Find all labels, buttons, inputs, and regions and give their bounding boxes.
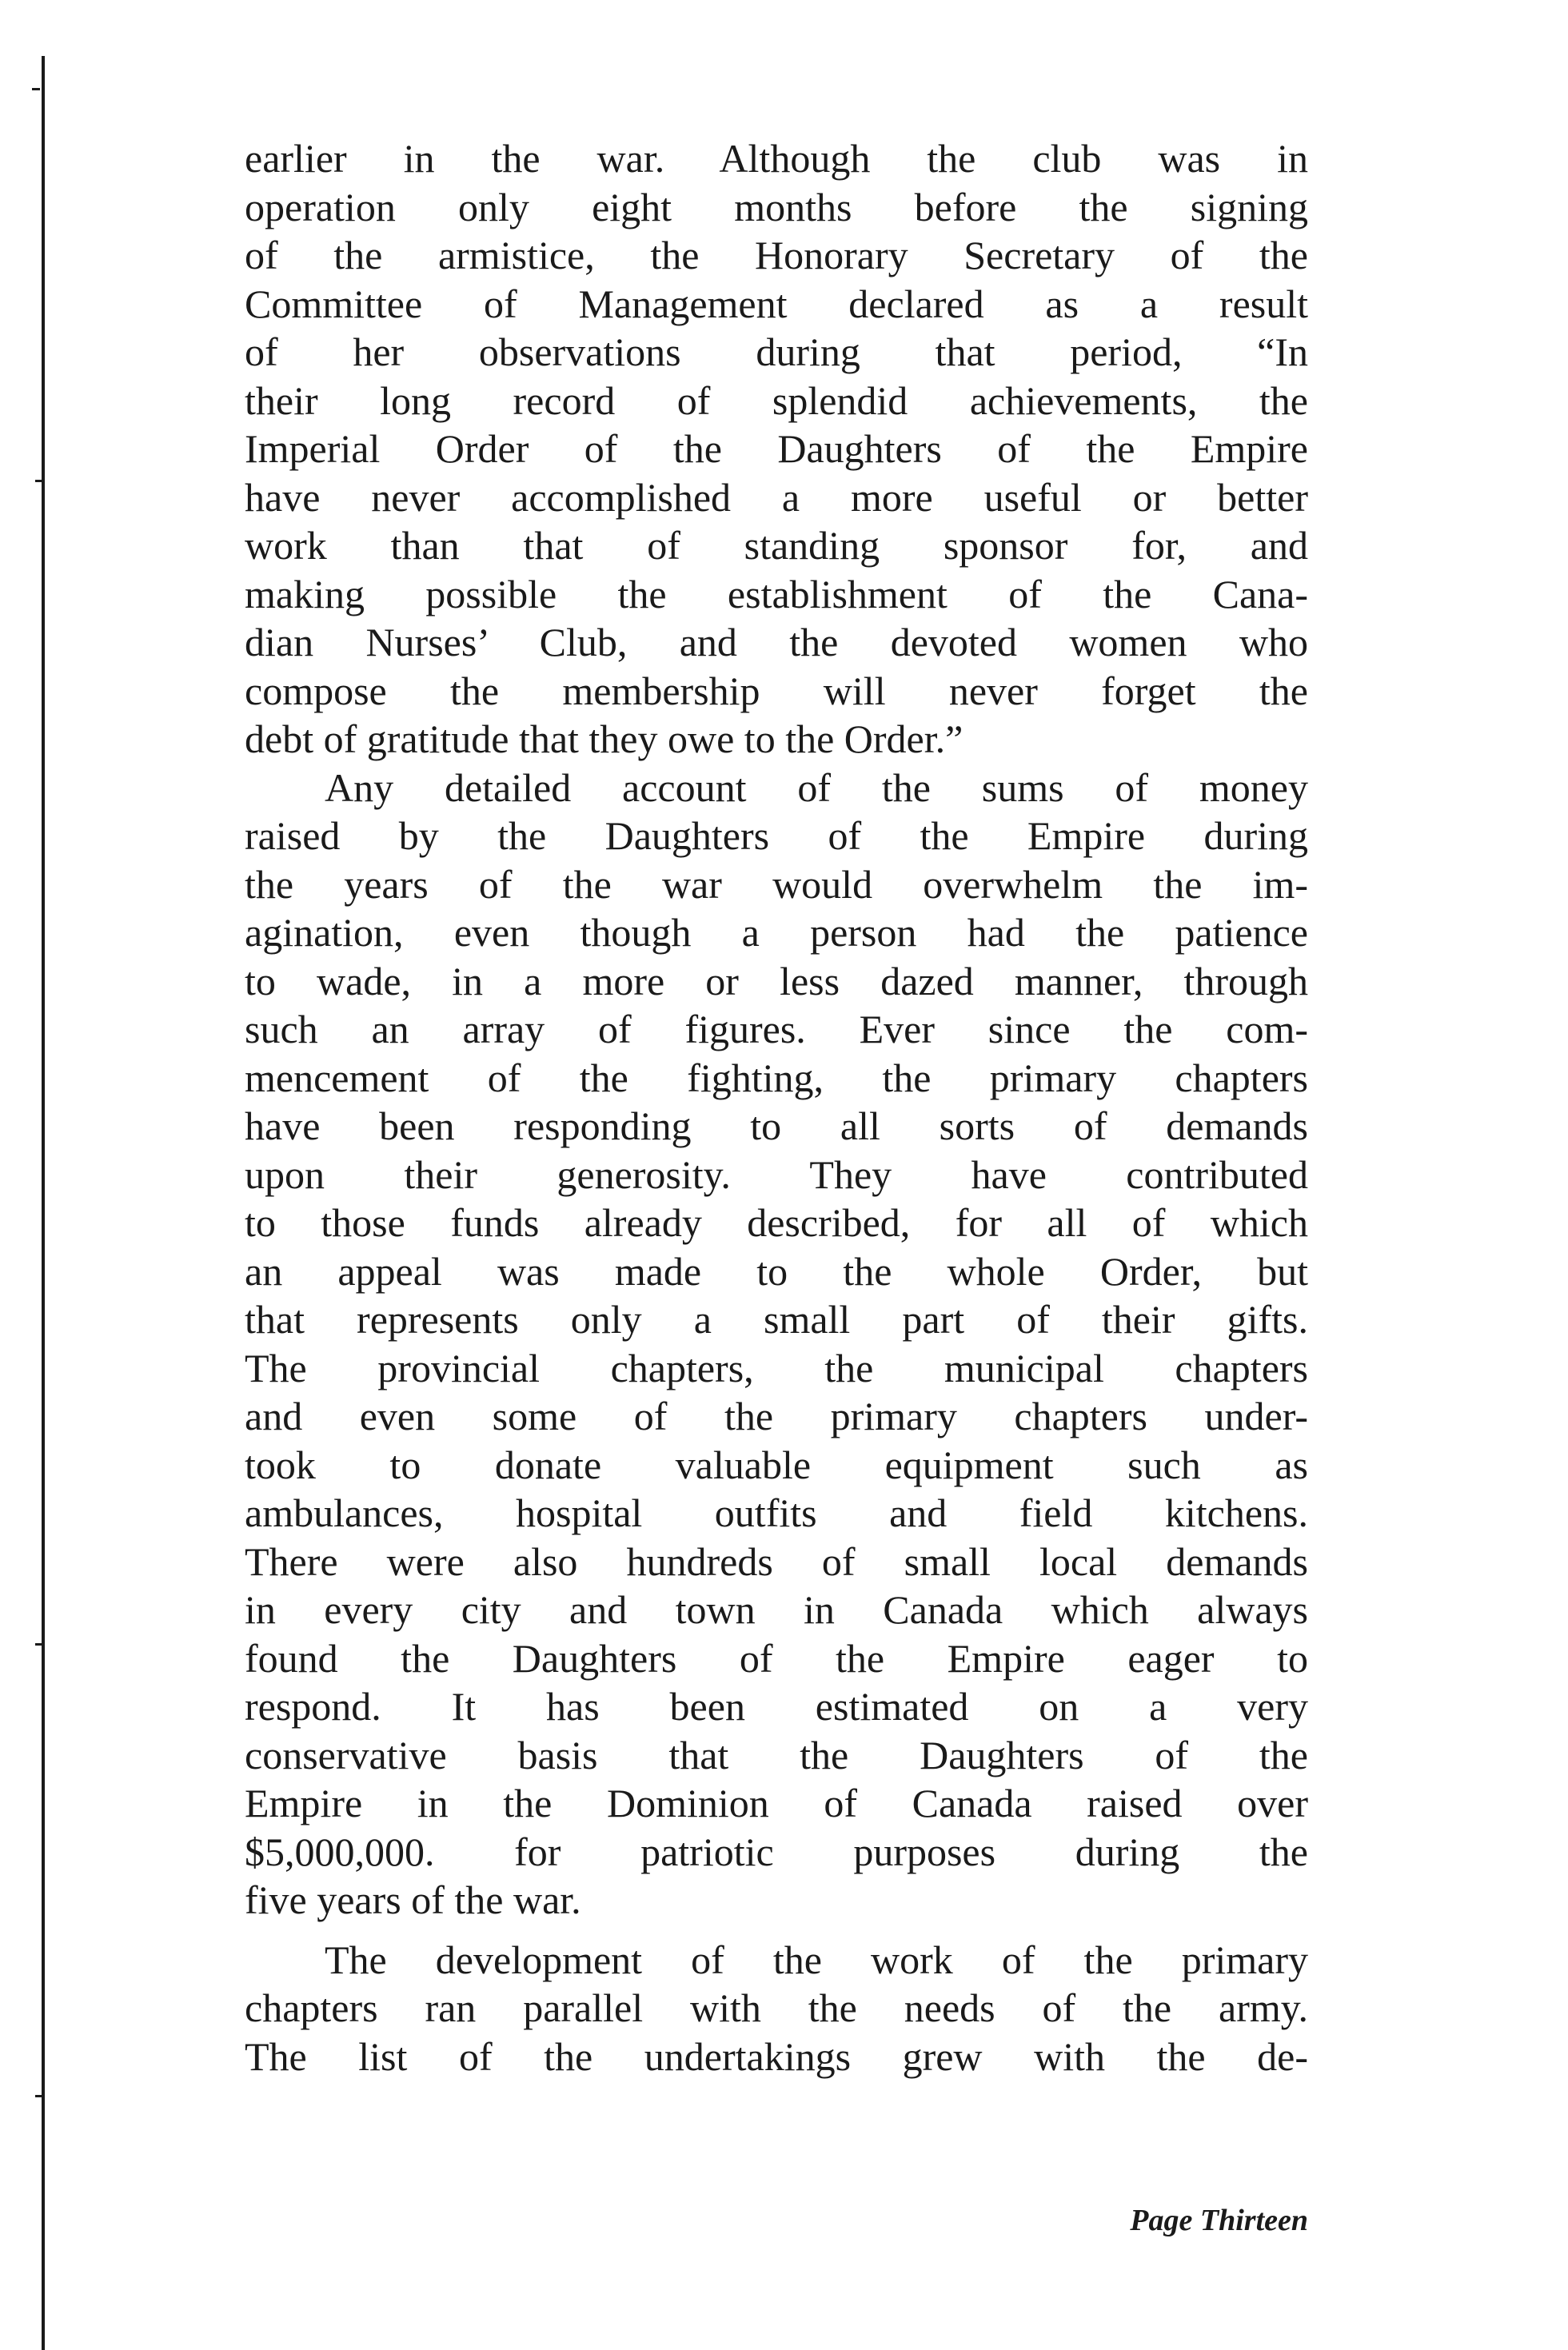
text-line: respond. It has been estimated on a very	[245, 1684, 1308, 1729]
text-line: The provincial chapters, the municipal chapters	[245, 1345, 1308, 1390]
binding-edge	[42, 56, 45, 2350]
text-line: making possible the establishment of the Cana-	[245, 571, 1308, 616]
text-line: the years of the war would overwhelm the im-	[245, 861, 1308, 907]
text-line: debt of gratitude that they owe to the Order.”	[245, 716, 964, 761]
binding-mark	[35, 480, 43, 482]
paragraph-1	[245, 134, 1308, 764]
text-line: work than that of standing sponsor for, and	[245, 523, 1308, 568]
text-line: five years of the war.	[245, 1877, 581, 1922]
text-line: earlier in the war. Although the club was in	[245, 136, 1308, 181]
text-line: raised by the Daughters of the Empire during	[245, 813, 1308, 858]
text-line: their long record of splendid achievements, the	[245, 377, 1308, 423]
text-line: compose the membership will never forget the	[245, 668, 1308, 713]
text-line: took to donate valuable equipment such as	[245, 1442, 1308, 1487]
text-line: chapters ran parallel with the needs of the army.	[245, 1985, 1308, 2030]
text-line: Imperial Order of the Daughters of the Empire	[245, 426, 1308, 471]
text-line: and even some of the primary chapters under-	[245, 1394, 1308, 1438]
paragraph-2	[245, 764, 1308, 1925]
text-line: operation only eight months before the signing	[245, 184, 1308, 229]
paragraph-gap	[245, 1925, 1308, 1936]
binding-mark	[35, 2095, 43, 2097]
text-line: of her observations during that period, “In	[245, 329, 1308, 374]
text-line: Committee of Management declared as a result	[245, 281, 1308, 326]
text-line: mencement of the fighting, the primary chapters	[245, 1055, 1308, 1100]
text-line: The list of the undertakings grew with the de-	[245, 2033, 1308, 2079]
text-line: dian Nurses’ Club, and the devoted women who	[245, 620, 1308, 664]
paragraph-3	[245, 1936, 1308, 2081]
text-line: to wade, in a more or less dazed manner, through	[245, 958, 1308, 1003]
text-line: of the armistice, the Honorary Secretary of the	[245, 233, 1308, 277]
text-line: conservative basis that the Daughters of the	[245, 1732, 1308, 1777]
text-line: in every city and town in Canada which always	[245, 1587, 1308, 1632]
text-line: an appeal was made to the whole Order, but	[245, 1248, 1308, 1294]
text-line: such an array of figures. Ever since the com-	[245, 1007, 1308, 1051]
binding-mark	[35, 1643, 43, 1646]
page-number: Page Thirteen	[1130, 2204, 1308, 2237]
text-line: The development of the work of the primary	[325, 1937, 1308, 1982]
text-line: $5,000,000. for patriotic purposes during the	[245, 1829, 1308, 1874]
text-line: upon their generosity. They have contributed	[245, 1151, 1308, 1197]
text-line: found the Daughters of the Empire eager to	[245, 1635, 1308, 1681]
text-line: have never accomplished a more useful or better	[245, 474, 1308, 520]
text-line: Empire in the Dominion of Canada raised over	[245, 1781, 1308, 1825]
text-line: Any detailed account of the sums of money	[325, 764, 1308, 810]
binding-mark	[32, 88, 40, 90]
text-line: to those funds already described, for all of which	[245, 1200, 1308, 1245]
text-line: agination, even though a person had the patience	[245, 910, 1308, 955]
body-text	[245, 134, 1308, 2081]
text-line: ambulances, hospital outfits and field kitchens.	[245, 1490, 1308, 1535]
text-line: There were also hundreds of small local demands	[245, 1538, 1308, 1584]
text-line: that represents only a small part of their gifts.	[245, 1297, 1308, 1342]
text-line: have been responding to all sorts of demands	[245, 1103, 1308, 1148]
